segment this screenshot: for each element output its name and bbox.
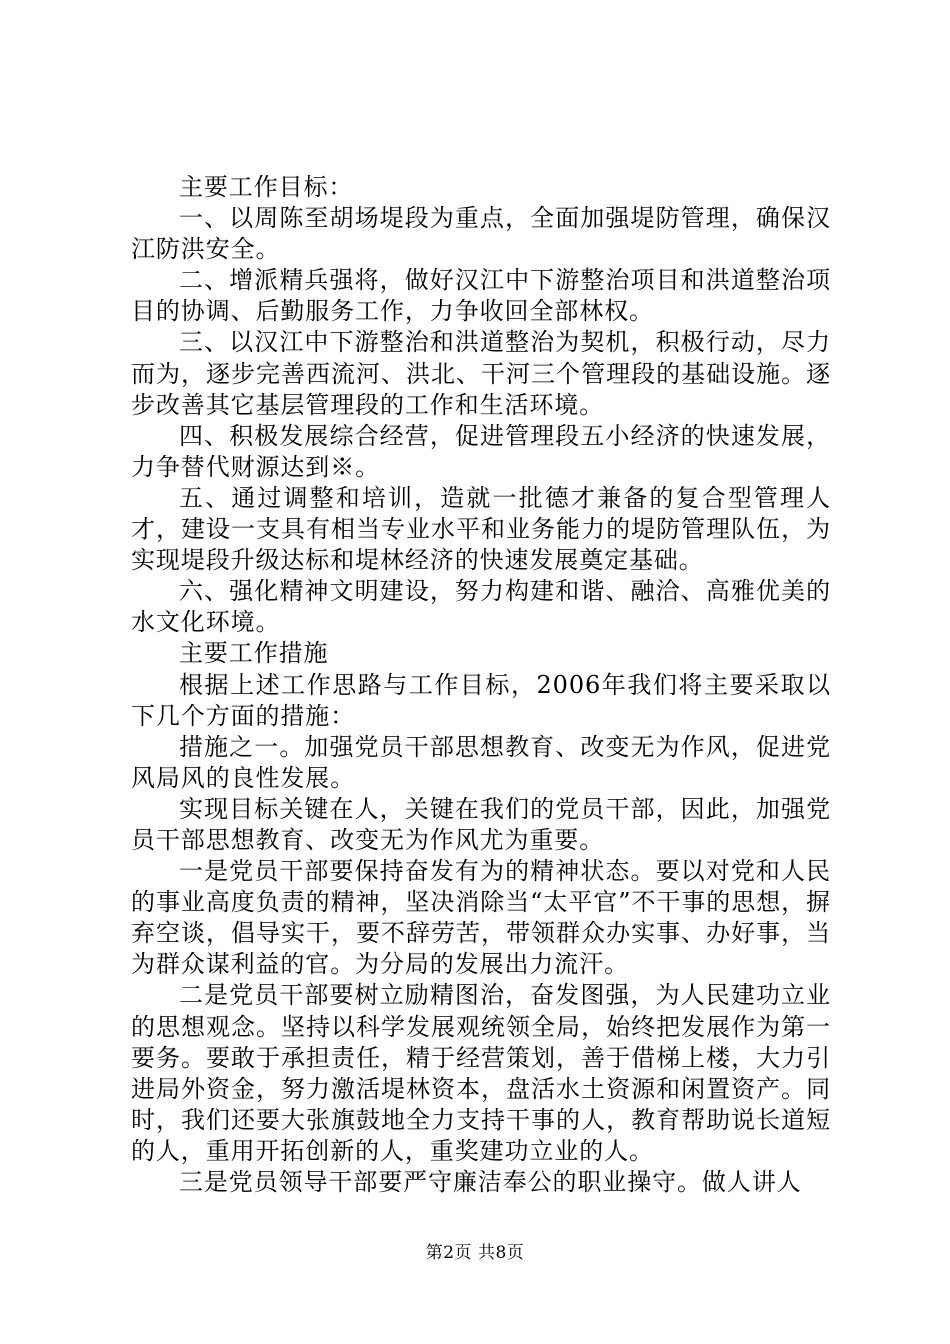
goal-item-2: 二、增派精兵强将，做好汉江中下游整治项目和洪道整治项目的协调、后勤服务工作，力争收回全部林权。 xyxy=(131,266,831,326)
goal-item-6: 六、强化精神文明建设，努力构建和谐、融洽、高雅优美的水文化环境。 xyxy=(131,577,831,637)
measures-intro: 根据上述工作思路与工作目标，2006年我们将主要采取以下几个方面的措施： xyxy=(131,670,831,730)
goal-item-3: 三、以汉江中下游整治和洪道整治为契机，积极行动，尽力而为，逐步完善西流河、洪北、干河三个管理段的基础设施。逐步改善其它基层管理段的工作和生活环境。 xyxy=(131,328,831,419)
measure-1-point-2: 二是党员干部要树立励精图治，奋发图强，为人民建功立业的思想观念。坚持以科学发展观统领全局，始终把发展作为第一要务。要敢于承担责任，精于经营策划，善于借梯上楼，大力引进局外资金，努力激活堤林资本，盘活水土资源和闲置资产。同时，我们还要大张旗鼓地全力支持干事的人，教育帮助说长道短的人，重用开拓创新的人，重奖建功立业的人。 xyxy=(131,981,831,1165)
goal-item-5: 五、通过调整和培训，造就一批德才兼备的复合型管理人才，建设一支具有相当专业水平和业务能力的堤防管理队伍，为实现堤段升级达标和堤林经济的快速发展奠定基础。 xyxy=(131,483,831,575)
document-body xyxy=(131,172,831,1198)
measure-1-point-1: 一是党员干部要保持奋发有为的精神状态。要以对党和人民的事业高度负责的精神，坚决消除当“太平官”不干事的思想，摒弃空谈，倡导实干，要不辞劳苦，带领群众办实事、办好事，当为群众谋利益的官。为分局的发展出力流汗。 xyxy=(131,857,831,979)
goal-item-4: 四、积极发展综合经营，促进管理段五小经济的快速发展，力争替代财源达到※。 xyxy=(131,421,831,481)
measure-1-point-3: 三是党员领导干部要严守廉洁奉公的职业操守。做人讲人 xyxy=(179,1168,802,1196)
section-heading-goals: 主要工作目标： xyxy=(179,173,354,201)
measure-1-intro: 实现目标关键在人，关键在我们的党员干部，因此，加强党员干部思想教育、改变无为作风尤为重要。 xyxy=(131,794,831,854)
page-footer: 第2页 共8页 xyxy=(425,1243,525,1263)
measure-1-title: 措施之一。加强党员干部思想教育、改变无为作风，促进党风局风的良性发展。 xyxy=(131,732,831,792)
section-heading-measures: 主要工作措施 xyxy=(179,639,329,668)
goal-item-1: 一、以周陈至胡场堤段为重点，全面加强堤防管理，确保汉江防洪安全。 xyxy=(131,204,831,264)
